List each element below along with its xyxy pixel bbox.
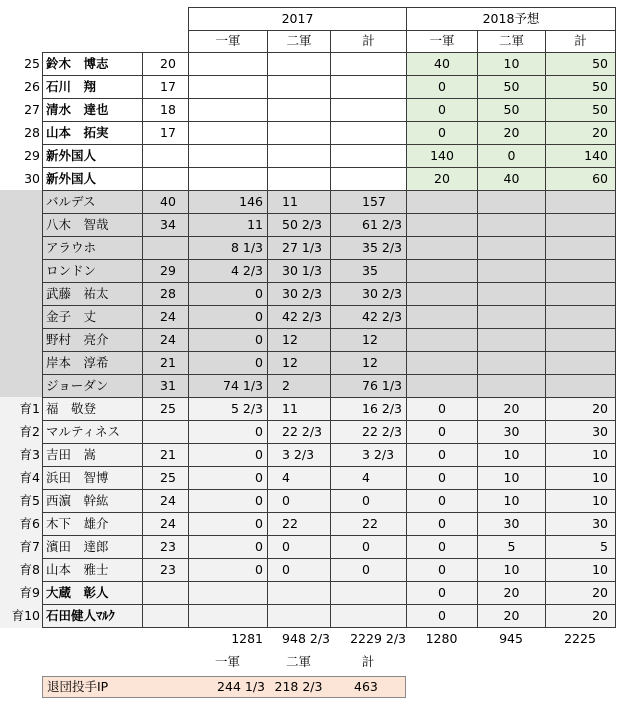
ip-2017-first-team xyxy=(188,98,268,122)
ip-2017-total: 16 2/3 xyxy=(330,397,407,421)
ip-2018-first-team: 0 xyxy=(406,581,478,605)
ip-2018-total: 30 xyxy=(545,420,616,444)
ip-2018-total xyxy=(545,282,616,306)
ip-2017-total: 12 xyxy=(330,328,407,352)
ip-2018-first-team xyxy=(406,236,478,260)
ip-2017-second-team: 22 xyxy=(267,512,331,536)
row-number: 30 xyxy=(24,170,40,186)
ip-2017-second-team: 11 xyxy=(267,190,331,214)
player-name: 福 敬登 xyxy=(42,397,143,421)
ip-2018-second-team: 5 xyxy=(477,535,546,559)
ip-2018-second-team: 10 xyxy=(477,443,546,467)
ip-2017-first-team: 0 xyxy=(188,466,268,490)
total-n18: 945 xyxy=(499,630,523,646)
player-name: 新外国人 xyxy=(42,144,143,168)
ip-2017-total: 0 xyxy=(330,558,407,582)
player-name: 金子 丈 xyxy=(42,305,143,329)
total-i18: 1280 xyxy=(425,630,458,646)
player-name: 清水 達也 xyxy=(42,98,143,122)
ip-2017-second-team: 0 xyxy=(267,558,331,582)
player-name: ジョーダン xyxy=(42,374,143,398)
row-number: 育2 xyxy=(0,420,42,444)
ip-2018-first-team: 0 xyxy=(406,604,478,628)
player-age: 21 xyxy=(142,443,189,467)
total-n17: 948 2/3 xyxy=(282,630,330,646)
row-number xyxy=(0,282,42,306)
ip-2017-first-team: 0 xyxy=(188,489,268,513)
ip-2017-second-team xyxy=(267,144,331,168)
ip-2017-first-team: 0 xyxy=(188,328,268,352)
ip-2017-total: 22 xyxy=(330,512,407,536)
row-number: 育4 xyxy=(0,466,42,490)
player-name: バルデス xyxy=(42,190,143,214)
ip-2017-second-team: 0 xyxy=(267,535,331,559)
row-number: 育5 xyxy=(0,489,42,513)
ip-2018-second-team: 30 xyxy=(477,420,546,444)
row-number: 育7 xyxy=(0,535,42,559)
row-number: 26 xyxy=(24,78,40,94)
ip-2018-first-team: 0 xyxy=(406,420,478,444)
ip-2018-total xyxy=(545,190,616,214)
ip-2017-total: 157 xyxy=(330,190,407,214)
ip-2017-total xyxy=(330,144,407,168)
ip-2018-total: 20 xyxy=(545,397,616,421)
ip-2017-second-team: 50 2/3 xyxy=(267,213,331,237)
ip-2017-second-team: 2 xyxy=(267,374,331,398)
ip-2017-second-team: 12 xyxy=(267,351,331,375)
ip-2017-second-team: 30 1/3 xyxy=(267,259,331,283)
ip-2017-second-team: 3 2/3 xyxy=(267,443,331,467)
footer-second-team-label: 二軍 xyxy=(285,653,311,669)
ip-2017-first-team: 0 xyxy=(188,351,268,375)
ip-2017-second-team: 0 xyxy=(267,489,331,513)
ip-2018-total: 60 xyxy=(545,167,616,191)
ip-2017-total xyxy=(330,75,407,99)
ip-2017-first-team: 11 xyxy=(188,213,268,237)
ip-2018-first-team xyxy=(406,305,478,329)
ip-2018-first-team xyxy=(406,213,478,237)
ip-2017-second-team xyxy=(267,167,331,191)
header-2017: 2017 xyxy=(188,7,407,31)
row-number xyxy=(0,328,42,352)
row-number: 育6 xyxy=(0,512,42,536)
player-name: 山本 拓実 xyxy=(42,121,143,145)
ip-2018-second-team xyxy=(477,190,546,214)
ip-2018-first-team: 0 xyxy=(406,443,478,467)
ip-2017-total: 42 2/3 xyxy=(330,305,407,329)
player-name: 吉田 嵩 xyxy=(42,443,143,467)
ip-2018-total: 50 xyxy=(545,52,616,76)
ip-2017-first-team: 8 1/3 xyxy=(188,236,268,260)
ip-2018-second-team: 20 xyxy=(477,604,546,628)
player-age xyxy=(142,604,189,628)
ip-2017-total xyxy=(330,604,407,628)
ip-2018-second-team: 0 xyxy=(477,144,546,168)
ip-2018-total xyxy=(545,305,616,329)
ip-2017-first-team: 0 xyxy=(188,558,268,582)
ip-2017-total: 12 xyxy=(330,351,407,375)
player-name: 岸本 淳希 xyxy=(42,351,143,375)
ip-2018-total: 20 xyxy=(545,581,616,605)
ip-2017-first-team: 0 xyxy=(188,420,268,444)
player-age: 21 xyxy=(142,351,189,375)
ip-2018-total xyxy=(545,351,616,375)
player-age: 34 xyxy=(142,213,189,237)
row-number: 27 xyxy=(24,101,40,117)
retired-second-team: 218 2/3 xyxy=(274,678,323,694)
ip-2018-total: 10 xyxy=(545,489,616,513)
ip-2017-first-team: 4 2/3 xyxy=(188,259,268,283)
row-number xyxy=(0,213,42,237)
player-age xyxy=(142,167,189,191)
player-name: 石川 翔 xyxy=(42,75,143,99)
ip-2017-second-team: 22 2/3 xyxy=(267,420,331,444)
ip-2017-second-team: 12 xyxy=(267,328,331,352)
player-age: 24 xyxy=(142,489,189,513)
player-age xyxy=(142,420,189,444)
ip-2018-first-team: 0 xyxy=(406,98,478,122)
ip-2018-first-team: 0 xyxy=(406,75,478,99)
player-age: 29 xyxy=(142,259,189,283)
ip-2018-total: 20 xyxy=(545,121,616,145)
total-i17: 1281 xyxy=(231,630,263,646)
ip-2018-first-team: 0 xyxy=(406,558,478,582)
row-number xyxy=(0,190,42,214)
ip-2017-second-team: 30 2/3 xyxy=(267,282,331,306)
ip-2017-first-team xyxy=(188,581,268,605)
ip-2018-total: 10 xyxy=(545,558,616,582)
ip-2017-second-team: 27 1/3 xyxy=(267,236,331,260)
ip-2018-total xyxy=(545,236,616,260)
player-name: 鈴木 博志 xyxy=(42,52,143,76)
player-name: 浜田 智博 xyxy=(42,466,143,490)
ip-2017-first-team: 0 xyxy=(188,443,268,467)
ip-2018-first-team: 40 xyxy=(406,52,478,76)
header-2018-second-team: 二軍 xyxy=(477,30,546,53)
row-number: 25 xyxy=(24,55,40,71)
player-age: 40 xyxy=(142,190,189,214)
ip-2017-first-team: 0 xyxy=(188,282,268,306)
player-age: 18 xyxy=(142,98,189,122)
ip-2018-total: 30 xyxy=(545,512,616,536)
player-name: 新外国人 xyxy=(42,167,143,191)
ip-2018-first-team xyxy=(406,190,478,214)
player-name: 八木 智哉 xyxy=(42,213,143,237)
ip-2018-second-team xyxy=(477,282,546,306)
ip-2017-total: 76 1/3 xyxy=(330,374,407,398)
ip-2017-second-team xyxy=(267,52,331,76)
ip-2017-second-team xyxy=(267,98,331,122)
ip-2017-second-team: 4 xyxy=(267,466,331,490)
ip-2017-total: 4 xyxy=(330,466,407,490)
ip-2017-second-team: 42 2/3 xyxy=(267,305,331,329)
ip-2018-first-team: 0 xyxy=(406,512,478,536)
player-age xyxy=(142,144,189,168)
ip-2018-first-team xyxy=(406,374,478,398)
player-age: 24 xyxy=(142,305,189,329)
ip-2018-first-team: 0 xyxy=(406,121,478,145)
ip-2018-second-team: 50 xyxy=(477,75,546,99)
ip-2017-first-team xyxy=(188,52,268,76)
ip-2017-second-team xyxy=(267,581,331,605)
player-age: 23 xyxy=(142,558,189,582)
ip-2018-second-team: 50 xyxy=(477,98,546,122)
player-age xyxy=(142,236,189,260)
ip-2018-first-team: 0 xyxy=(406,397,478,421)
row-number xyxy=(0,374,42,398)
ip-2018-first-team xyxy=(406,328,478,352)
ip-2018-second-team: 10 xyxy=(477,558,546,582)
row-number: 29 xyxy=(24,147,40,163)
total-t17: 2229 2/3 xyxy=(350,630,406,646)
player-name: 山本 雅士 xyxy=(42,558,143,582)
ip-2018-second-team: 40 xyxy=(477,167,546,191)
player-age: 28 xyxy=(142,282,189,306)
ip-2018-second-team xyxy=(477,328,546,352)
row-number: 育9 xyxy=(0,581,42,605)
header-2017-first-team: 一軍 xyxy=(188,30,268,53)
ip-2017-first-team xyxy=(188,167,268,191)
ip-2017-first-team: 0 xyxy=(188,535,268,559)
ip-2018-first-team xyxy=(406,282,478,306)
ip-2017-first-team xyxy=(188,75,268,99)
row-number: 28 xyxy=(24,124,40,140)
ip-2018-total: 10 xyxy=(545,443,616,467)
ip-2017-total xyxy=(330,121,407,145)
header-2018-first-team: 一軍 xyxy=(406,30,478,53)
ip-2017-second-team: 11 xyxy=(267,397,331,421)
row-number: 育8 xyxy=(0,558,42,582)
ip-2017-first-team xyxy=(188,604,268,628)
ip-2018-second-team: 20 xyxy=(477,397,546,421)
ip-2018-total: 50 xyxy=(545,98,616,122)
header-2018-forecast: 2018予想 xyxy=(406,7,616,31)
ip-2018-second-team xyxy=(477,305,546,329)
ip-2018-first-team: 0 xyxy=(406,466,478,490)
ip-2017-total: 22 2/3 xyxy=(330,420,407,444)
ip-2017-total xyxy=(330,52,407,76)
ip-2017-total xyxy=(330,98,407,122)
player-name: 木下 雄介 xyxy=(42,512,143,536)
header-2017-total: 計 xyxy=(330,30,407,53)
row-number: 育1 xyxy=(0,397,42,421)
ip-2018-total: 5 xyxy=(545,535,616,559)
ip-2018-first-team: 0 xyxy=(406,489,478,513)
ip-2017-second-team xyxy=(267,604,331,628)
ip-2018-second-team xyxy=(477,374,546,398)
total-t18: 2225 xyxy=(564,630,596,646)
ip-2017-total: 61 2/3 xyxy=(330,213,407,237)
ip-2017-first-team: 74 1/3 xyxy=(188,374,268,398)
player-name: 武藤 祐太 xyxy=(42,282,143,306)
ip-2018-total xyxy=(545,213,616,237)
retired-pitchers-label: 退団投手IP xyxy=(47,678,109,694)
player-name: マルティネス xyxy=(42,420,143,444)
row-number: 育10 xyxy=(0,604,42,628)
ip-2018-total: 140 xyxy=(545,144,616,168)
ip-2018-second-team: 20 xyxy=(477,581,546,605)
player-name: 大蔵 彰人 xyxy=(42,581,143,605)
ip-2018-total xyxy=(545,328,616,352)
ip-2018-first-team: 140 xyxy=(406,144,478,168)
ip-2018-second-team xyxy=(477,236,546,260)
player-name: ロンドン xyxy=(42,259,143,283)
header-2018-total: 計 xyxy=(545,30,616,53)
ip-2018-second-team: 10 xyxy=(477,52,546,76)
ip-2017-first-team: 0 xyxy=(188,305,268,329)
ip-2017-first-team: 5 2/3 xyxy=(188,397,268,421)
ip-2018-second-team xyxy=(477,213,546,237)
ip-2017-first-team xyxy=(188,121,268,145)
player-name: アラウホ xyxy=(42,236,143,260)
ip-2017-total: 3 2/3 xyxy=(330,443,407,467)
player-age: 17 xyxy=(142,75,189,99)
ip-2017-total: 35 2/3 xyxy=(330,236,407,260)
ip-2017-second-team xyxy=(267,75,331,99)
player-age: 24 xyxy=(142,328,189,352)
ip-2017-first-team: 146 xyxy=(188,190,268,214)
ip-2018-second-team: 20 xyxy=(477,121,546,145)
ip-2017-first-team: 0 xyxy=(188,512,268,536)
player-age: 24 xyxy=(142,512,189,536)
ip-2018-second-team: 10 xyxy=(477,466,546,490)
player-age: 17 xyxy=(142,121,189,145)
player-name: 野村 亮介 xyxy=(42,328,143,352)
header-2017-second-team: 二軍 xyxy=(267,30,331,53)
ip-2018-second-team xyxy=(477,259,546,283)
footer-total-label: 計 xyxy=(361,653,375,669)
player-age xyxy=(142,581,189,605)
footer-first-team-label: 一軍 xyxy=(214,653,240,669)
row-number xyxy=(0,236,42,260)
ip-2018-total xyxy=(545,374,616,398)
player-name: 西濵 幹紘 xyxy=(42,489,143,513)
ip-2018-first-team: 20 xyxy=(406,167,478,191)
ip-2018-total xyxy=(545,259,616,283)
retired-first-team: 244 1/3 xyxy=(217,678,265,694)
player-name: 石田健人ﾏﾙｸ xyxy=(42,604,143,628)
ip-2017-total: 0 xyxy=(330,489,407,513)
ip-2018-total: 20 xyxy=(545,604,616,628)
ip-2017-total xyxy=(330,581,407,605)
row-number xyxy=(0,351,42,375)
row-number: 育3 xyxy=(0,443,42,467)
ip-2018-second-team: 10 xyxy=(477,489,546,513)
ip-2018-first-team: 0 xyxy=(406,535,478,559)
ip-2017-total: 30 2/3 xyxy=(330,282,407,306)
player-age: 31 xyxy=(142,374,189,398)
ip-2018-second-team: 30 xyxy=(477,512,546,536)
ip-2017-total: 35 xyxy=(330,259,407,283)
ip-2018-first-team xyxy=(406,259,478,283)
ip-2018-second-team xyxy=(477,351,546,375)
player-age: 25 xyxy=(142,466,189,490)
ip-2017-second-team xyxy=(267,121,331,145)
ip-2017-first-team xyxy=(188,144,268,168)
ip-2018-total: 10 xyxy=(545,466,616,490)
ip-2018-first-team xyxy=(406,351,478,375)
ip-2017-total: 0 xyxy=(330,535,407,559)
ip-2018-total: 50 xyxy=(545,75,616,99)
player-age: 25 xyxy=(142,397,189,421)
player-name: 濱田 達郎 xyxy=(42,535,143,559)
row-number xyxy=(0,305,42,329)
player-age: 20 xyxy=(142,52,189,76)
ip-2017-total xyxy=(330,167,407,191)
player-age: 23 xyxy=(142,535,189,559)
retired-total: 463 xyxy=(354,678,378,694)
row-number xyxy=(0,259,42,283)
